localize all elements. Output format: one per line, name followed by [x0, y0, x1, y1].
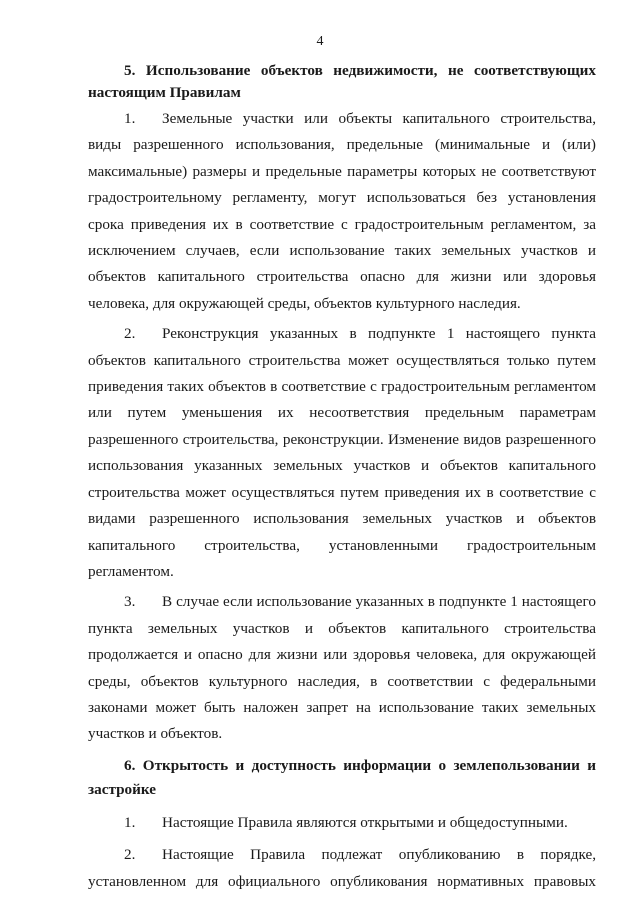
- item-number: 1.: [124, 110, 136, 127]
- section-5-item-2: [88, 321, 596, 585]
- section-6-item-1: [88, 810, 596, 836]
- item-number: 2.: [124, 325, 136, 343]
- section-5-item-3: [88, 589, 596, 747]
- item-text: Настоящие Правила подлежат опубликованию в порядке, установленном для официального опубликования нормативных правовых: [88, 846, 596, 890]
- page-number: 4: [316, 34, 324, 49]
- item-number: 2.: [124, 846, 136, 864]
- section-5-heading: 5. Использование объектов недвижимости, не соответствующих настоящим Правилам: [88, 62, 596, 101]
- section-6-item-2: [88, 842, 596, 895]
- item-number: 3.: [124, 593, 136, 611]
- item-text: Земельные участки или объекты капитального строительства, виды разрешенного использования, предельные (минимальные и (или) максимальные) размеры и предельные параметры которых не соответствуют градостроительному регламенту, могут использоваться без установления срока приведения их в соответствие с градостроительным регламентом, за исключением случаев, если использование таких земельных участков и объектов капитального строительства опасно для жизни или здоровья человека, для окружающей среды, объектов культурного наследия.: [88, 110, 596, 312]
- item-text: Реконструкция указанных в подпункте 1 настоящего пункта объектов капитального строительства может осуществляться только путем приведения таких объектов в соответствие с градостроительным регламентом или путем уменьшения их несоответствия предельным параметрам разрешенного строительства, реконструкции. Изменение видов разрешенного использования указанных земельных участков и объектов капитального строительства может осуществляться путем приведения их в соответствие с видами разрешенного использования земельных участков и объектов капитального строительства, установленными градостроительным регламентом.: [88, 325, 596, 580]
- document-body: [88, 60, 596, 899]
- item-text: В случае если использование указанных в подпункте 1 настоящего пункта земельных участков и объектов капитального строительства продолжается и опасно для жизни или здоровья человека, для окружающей среды, объектов культурного наследия, в соответствии с федеральными законами может быть наложен запрет на использование таких земельных участков и объектов.: [88, 593, 596, 743]
- section-6-heading: 6. Открытость и доступность информации о землепользовании и застройке: [88, 756, 596, 798]
- item-number: 1.: [124, 813, 136, 831]
- section-5-item-1: [88, 106, 596, 317]
- item-text: Настоящие Правила являются открытыми и общедоступными.: [162, 813, 568, 831]
